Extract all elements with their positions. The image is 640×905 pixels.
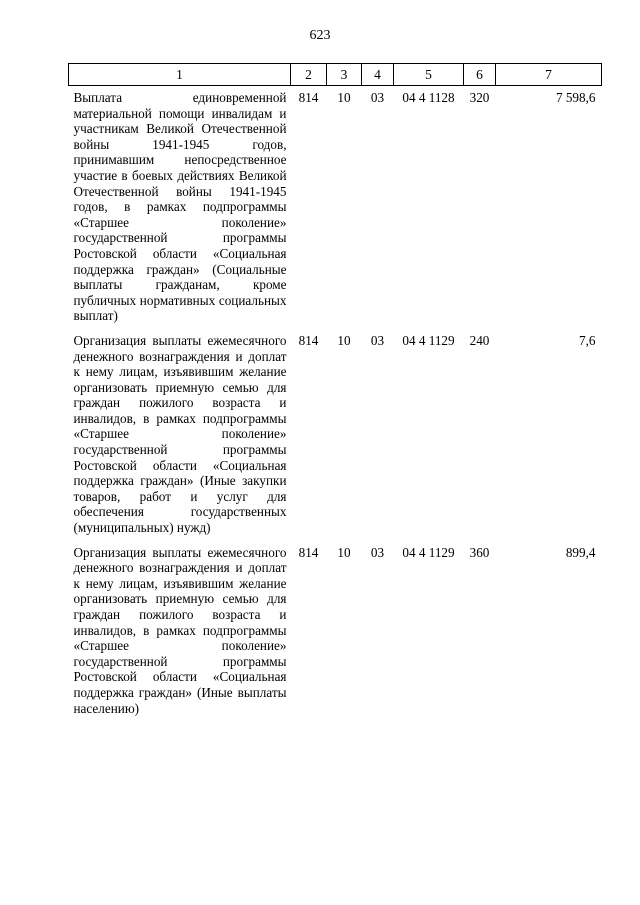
header-col-6: 6 <box>464 64 496 86</box>
row-target-code: 04 4 1129 <box>402 544 455 560</box>
header-col-3: 3 <box>327 64 362 86</box>
row-expense-type: 320 <box>469 90 490 105</box>
row-subsection-code: 03 <box>370 332 385 348</box>
row-amount: 899,4 <box>565 544 596 560</box>
header-col-7: 7 <box>496 64 602 86</box>
row-subsection-code: 03 <box>370 90 385 105</box>
row-description: Организация выплаты ежемесячного денежного вознаграждения и доплат к нему лицам, изъявившим желание организовать приемную семью для граждан пожилого возраста и инвалидов, в рамках подпрограммы «Старшее поколение» государственной программы Ростовской области «Социальная поддержка граждан» (Иные закупки товаров, работ и услуг для обеспечения государственных (муниципальных) нужд) <box>73 332 287 536</box>
row-target-code: 04 4 1128 <box>402 90 455 105</box>
row-amount: 7 598,6 <box>555 90 596 105</box>
page-number: 623 <box>309 28 331 43</box>
header-col-2: 2 <box>291 64 327 86</box>
row-expense-type: 360 <box>469 544 490 560</box>
table-row <box>69 541 602 722</box>
row-ministry-code: 814 <box>298 544 319 560</box>
header-col-4: 4 <box>362 64 394 86</box>
row-amount: 7,6 <box>579 332 596 348</box>
row-section-code: 10 <box>337 332 351 348</box>
row-description: Организация выплаты ежемесячного денежного вознаграждения и доплат к нему лицам, изъявившим желание организовать приемную семью для граждан пожилого возраста и инвалидов, в рамках подпрограммы «Старшее поколение» государственной программы Ростовской области «Социальная поддержка граждан» (Иные выплаты населению) <box>73 544 287 716</box>
table-header-row <box>69 64 602 86</box>
row-ministry-code: 814 <box>298 90 319 105</box>
row-section-code: 10 <box>337 544 351 560</box>
table-row <box>69 329 602 541</box>
row-description: Выплата единовременной материальной помощи инвалидам и участникам Великой Отечественной войны 1941-1945 годов, принимавшим непосредственное участие в боевых действиях Великой Отечественной войны 1941-1945 годов, в рамках подпрограммы «Старшее поколение» государственной программы Ростовской области «Социальная поддержка граждан» (Социальные выплаты гражданам, кроме публичных нормативных социальных выплат) <box>73 90 287 324</box>
header-col-1: 1 <box>69 64 291 86</box>
table-row <box>69 86 602 329</box>
row-ministry-code: 814 <box>298 332 319 348</box>
row-subsection-code: 03 <box>370 544 385 560</box>
row-section-code: 10 <box>337 90 351 105</box>
row-target-code: 04 4 1129 <box>402 332 455 348</box>
row-expense-type: 240 <box>469 332 490 348</box>
budget-table <box>68 63 602 721</box>
header-col-5: 5 <box>394 64 464 86</box>
